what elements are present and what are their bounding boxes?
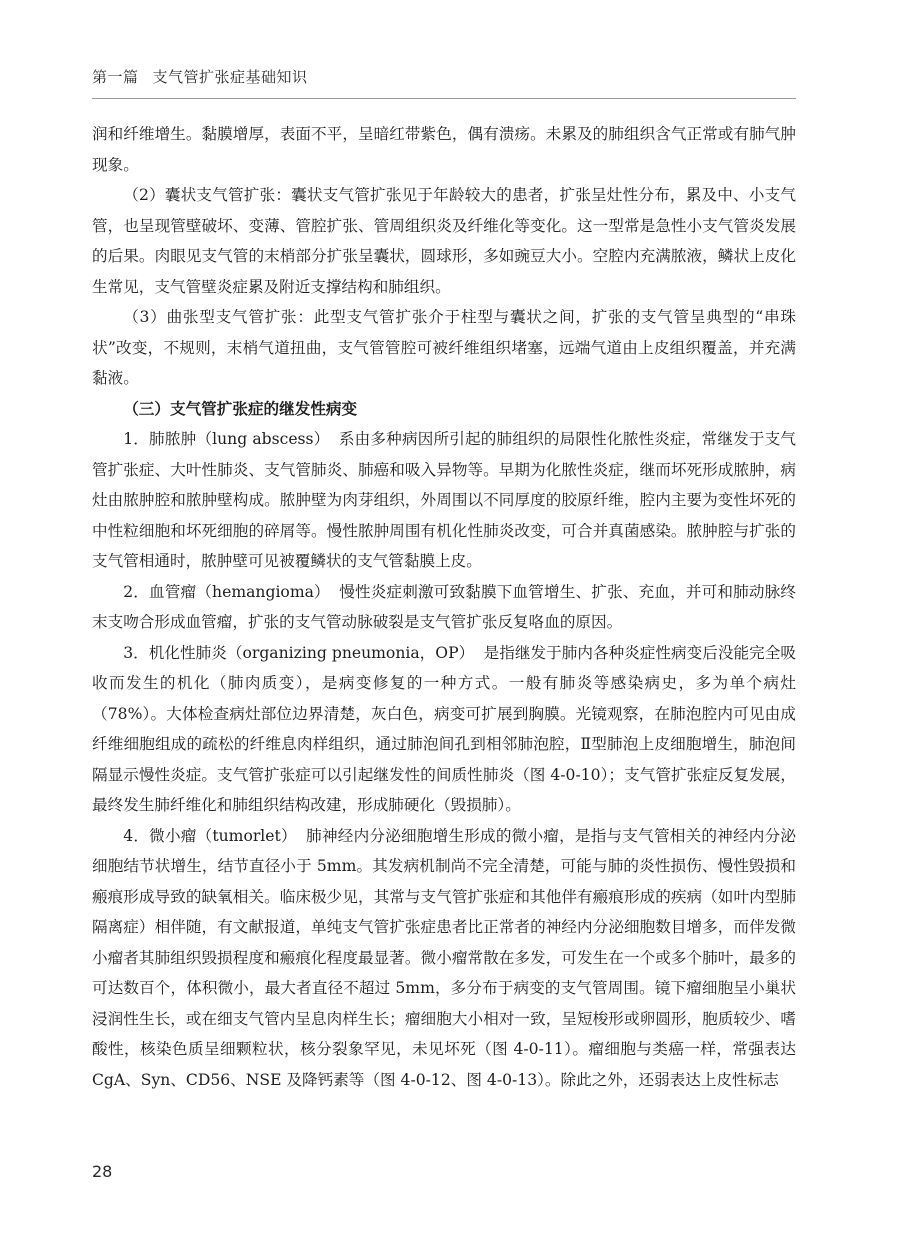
item-tumorlet — [92, 821, 796, 1096]
item-text: 肺神经内分泌细胞增生形成的微小瘤，是指与支气管相关的神经内分泌细胞结节状增生，结节直径小于 5mm。其发病机制尚不完全清楚，可能与肺的炎性损伤、慢性毁损和瘢痕形成导致的缺氧相关。临床极少见，其常与支气管扩张症和其他伴有瘢痕形成的疾病（如叶内型肺隔离症）相伴随，有文献报道，单纯支气管扩张症患者比正常者的神经内分泌细胞数目增多，而伴发微小瘤者其肺组织毁损程度和瘢痕化程度最显著。微小瘤常散在多发，可发生在一个或多个肺叶，最多的可达数百个，体积微小，最大者直径不超过 5mm，多分布于病变的支气管周围。镜下瘤细胞呈小巢状浸润性生长，或在细支气管内呈息肉样生长；瘤细胞大小相对一致，呈短梭形或卵圆形，胞质较少、嗜酸性，核染色质呈细颗粒状，核分裂象罕见，未见坏死（图 4-0-11）。瘤细胞与类癌一样，常强表达 CgA、Syn、CD56、NSE 及降钙素等（图 4-0-12、图 4-0-13）。除此之外，还弱表达上皮性标志 — [92, 826, 796, 1089]
item-text: 慢性炎症刺激可致黏膜下血管增生、扩张、充血，并可和肺动脉终末支吻合形成血管瘤，扩张的支气管动脉破裂是支气管扩张反复咯血的原因。 — [92, 582, 796, 631]
item-text: 是指继发于肺内各种炎症性病变后没能完全吸收而发生的机化（肺肉质变），是病变修复的一种方式。一般有肺炎等感染病史，多为单个病灶（78%）。大体检查病灶部位边界清楚，灰白色，病变可扩展到胸膜。光镜观察，在肺泡腔内可见由成纤维细胞组成的疏松的纤维息肉样组织，通过肺泡间孔到相邻肺泡腔，Ⅱ型肺泡上皮细胞增生，肺泡间隔显示慢性炎症。支气管扩张症可以引起继发性的间质性肺炎（图 4-0-10）；支气管扩张症反复发展，最终发生肺纤维化和肺组织结构改建，形成肺硬化（毁损肺）。 — [92, 643, 796, 814]
part-label: 第一篇 — [92, 68, 139, 86]
header-rule — [92, 98, 796, 99]
item-term: 2．血管瘤（hemangioma） — [123, 582, 330, 601]
paragraph-continued: 润和纤维增生。黏膜增厚，表面不平，呈暗红带紫色，偶有溃疡。未累及的肺组织含气正常或有肺气肿现象。 — [92, 125, 796, 174]
paragraph-saccular: （2）囊状支气管扩张：囊状支气管扩张见于年龄较大的患者，扩张呈灶性分布，累及中、小支气管，也呈现管壁破坏、变薄、管腔扩张、管周组织炎及纤维化等变化。这一型常是急性小支气管炎发展的后果。肉眼见支气管的末梢部分扩张呈囊状，圆球形，多如豌豆大小。空腔内充满脓液，鳞状上皮化生常见，支气管壁炎症累及附近支撑结构和肺组织。 — [92, 186, 796, 296]
item-organizing-pneumonia — [92, 638, 796, 821]
item-hemangioma — [92, 577, 796, 638]
running-head — [92, 66, 308, 87]
item-lung-abscess — [92, 424, 796, 577]
chapter-title: 支气管扩张症基础知识 — [152, 68, 308, 86]
item-term: 4．微小瘤（tumorlet） — [123, 826, 297, 845]
item-term: 3．机化性肺炎（organizing pneumonia，OP） — [123, 643, 475, 662]
section-heading: （三）支气管扩张症的继发性病变 — [123, 399, 358, 418]
paragraph-varicose: （3）曲张型支气管扩张：此型支气管扩张介于柱型与囊状之间，扩张的支气管呈典型的“串珠状”改变，不规则，末梢气道扭曲，支气管管腔可被纤维组织堵塞，远端气道由上皮组织覆盖，并充满黏液。 — [92, 308, 796, 387]
item-text: 系由多种病因所引起的肺组织的局限性化脓性炎症，常继发于支气管扩张症、大叶性肺炎、支气管肺炎、肺癌和吸入异物等。早期为化脓性炎症，继而坏死形成脓肿，病灶由脓肿腔和脓肿壁构成。脓肿壁为肉芽组织，外周围以不同厚度的胶原纤维，腔内主要为变性坏死的中性粒细胞和坏死细胞的碎屑等。慢性脓肿周围有机化性肺炎改变，可合并真菌感染。脓肿腔与扩张的支气管相通时，脓肿壁可见被覆鳞状的支气管黏膜上皮。 — [92, 430, 796, 570]
page-number: 28 — [92, 1162, 113, 1181]
main-text — [92, 119, 796, 1095]
item-term: 1．肺脓肿（lung abscess） — [123, 430, 330, 448]
